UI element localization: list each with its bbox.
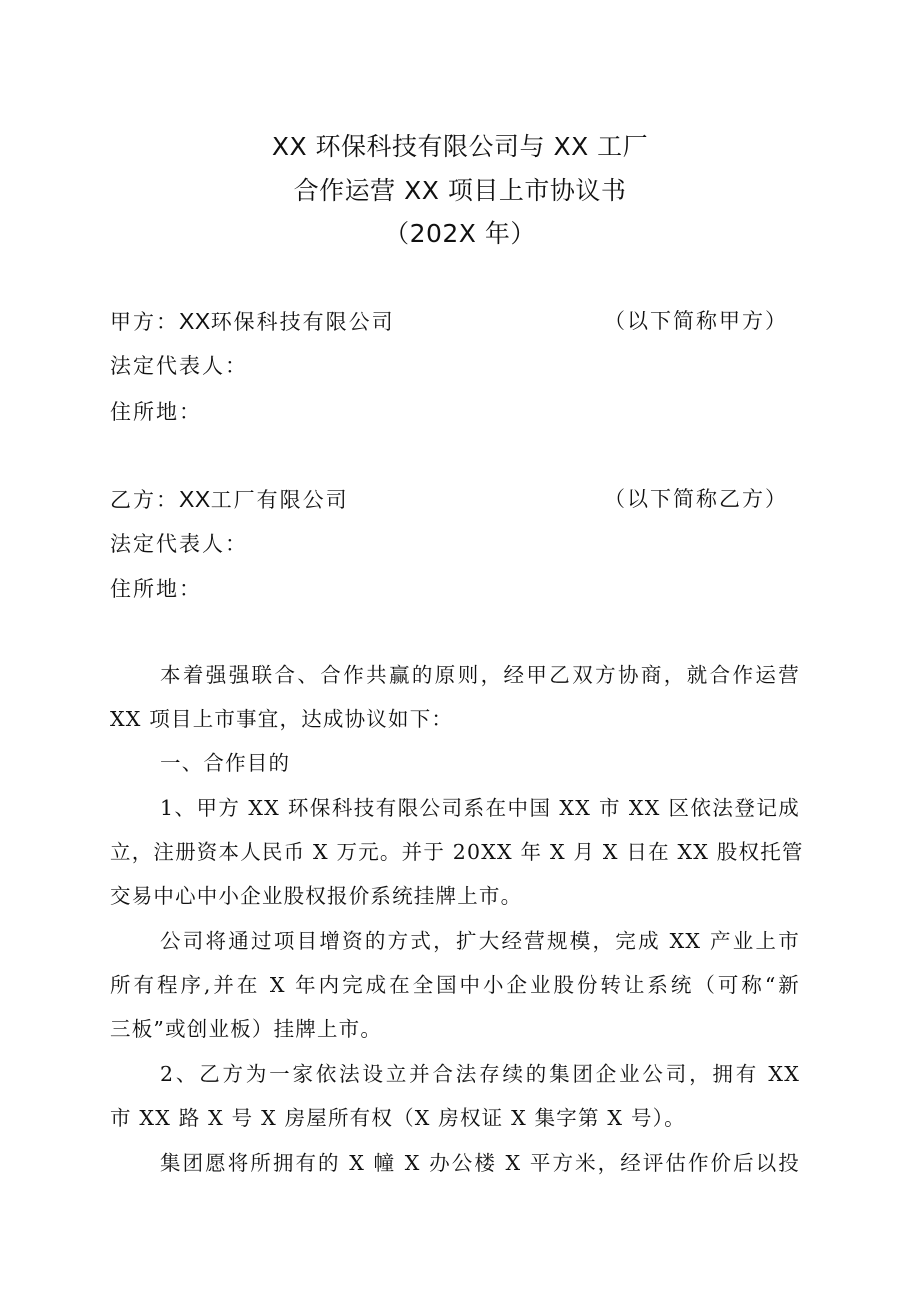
party-b-address: 住所地： (110, 577, 202, 601)
body-paragraph-line: 所有程序,并在 X 年内完成在全国中小企业股份转让系统（可称“新 (110, 973, 800, 997)
body-paragraph-line: 立，注册资本人民币 X 万元。并于 20XX 年 X 月 X 日在 XX 股权托管 (110, 840, 804, 864)
body-paragraph-line: 1、甲方 XX 环保科技有限公司系在中国 XX 市 XX 区依法登记成 (160, 796, 800, 820)
party-a-abbreviation: （以下简称甲方） (604, 309, 788, 333)
document-title-line-2: 合作运营 XX 项目上市协议书 (293, 176, 627, 205)
body-paragraph-line: 公司将通过项目增资的方式，扩大经营规模，完成 XX 产业上市 (160, 929, 800, 953)
party-b-name-rest: 工厂有限公司 (210, 488, 349, 512)
party-b-name-prefix: XX (179, 486, 211, 512)
party-b-label: 乙方： (110, 488, 179, 512)
body-paragraph-line: 市 XX 路 X 号 X 房屋所有权（X 房权证 X 集字第 X 号）。 (110, 1106, 686, 1130)
party-a-address: 住所地： (110, 400, 202, 424)
party-a-name-rest: 环保科技有限公司 (210, 310, 395, 334)
party-a-line (110, 307, 395, 336)
body-paragraph-line: 本着强强联合、合作共赢的原则，经甲乙双方协商，就合作运营 (160, 663, 800, 687)
party-a-label: 甲方： (110, 310, 179, 334)
document-title-line-1: XX 环保科技有限公司与 XX 工厂 (271, 132, 649, 161)
body-paragraph-line: 集团愿将所拥有的 X 幢 X 办公楼 X 平方米，经评估作价后以投 (160, 1151, 800, 1175)
party-a-legal-rep: 法定代表人： (110, 354, 248, 378)
party-b-abbreviation: （以下简称乙方） (604, 487, 788, 511)
party-b-legal-rep: 法定代表人： (110, 532, 248, 556)
body-paragraph-line: XX 项目上市事宜，达成协议如下： (110, 707, 454, 731)
party-b-line (110, 485, 349, 514)
document-title-year: （202X 年） (384, 219, 536, 248)
body-paragraph-line: 交易中心中小企业股权报价系统挂牌上市。 (110, 884, 523, 908)
party-a-name-prefix: XX (179, 308, 211, 334)
body-paragraph-line: 2、乙方为一家依法设立并合法存续的集团企业公司，拥有 XX (160, 1062, 800, 1086)
body-paragraph-line: 三板”或创业板）挂牌上市。 (110, 1017, 383, 1041)
section-heading: 一、合作目的 (160, 751, 291, 775)
